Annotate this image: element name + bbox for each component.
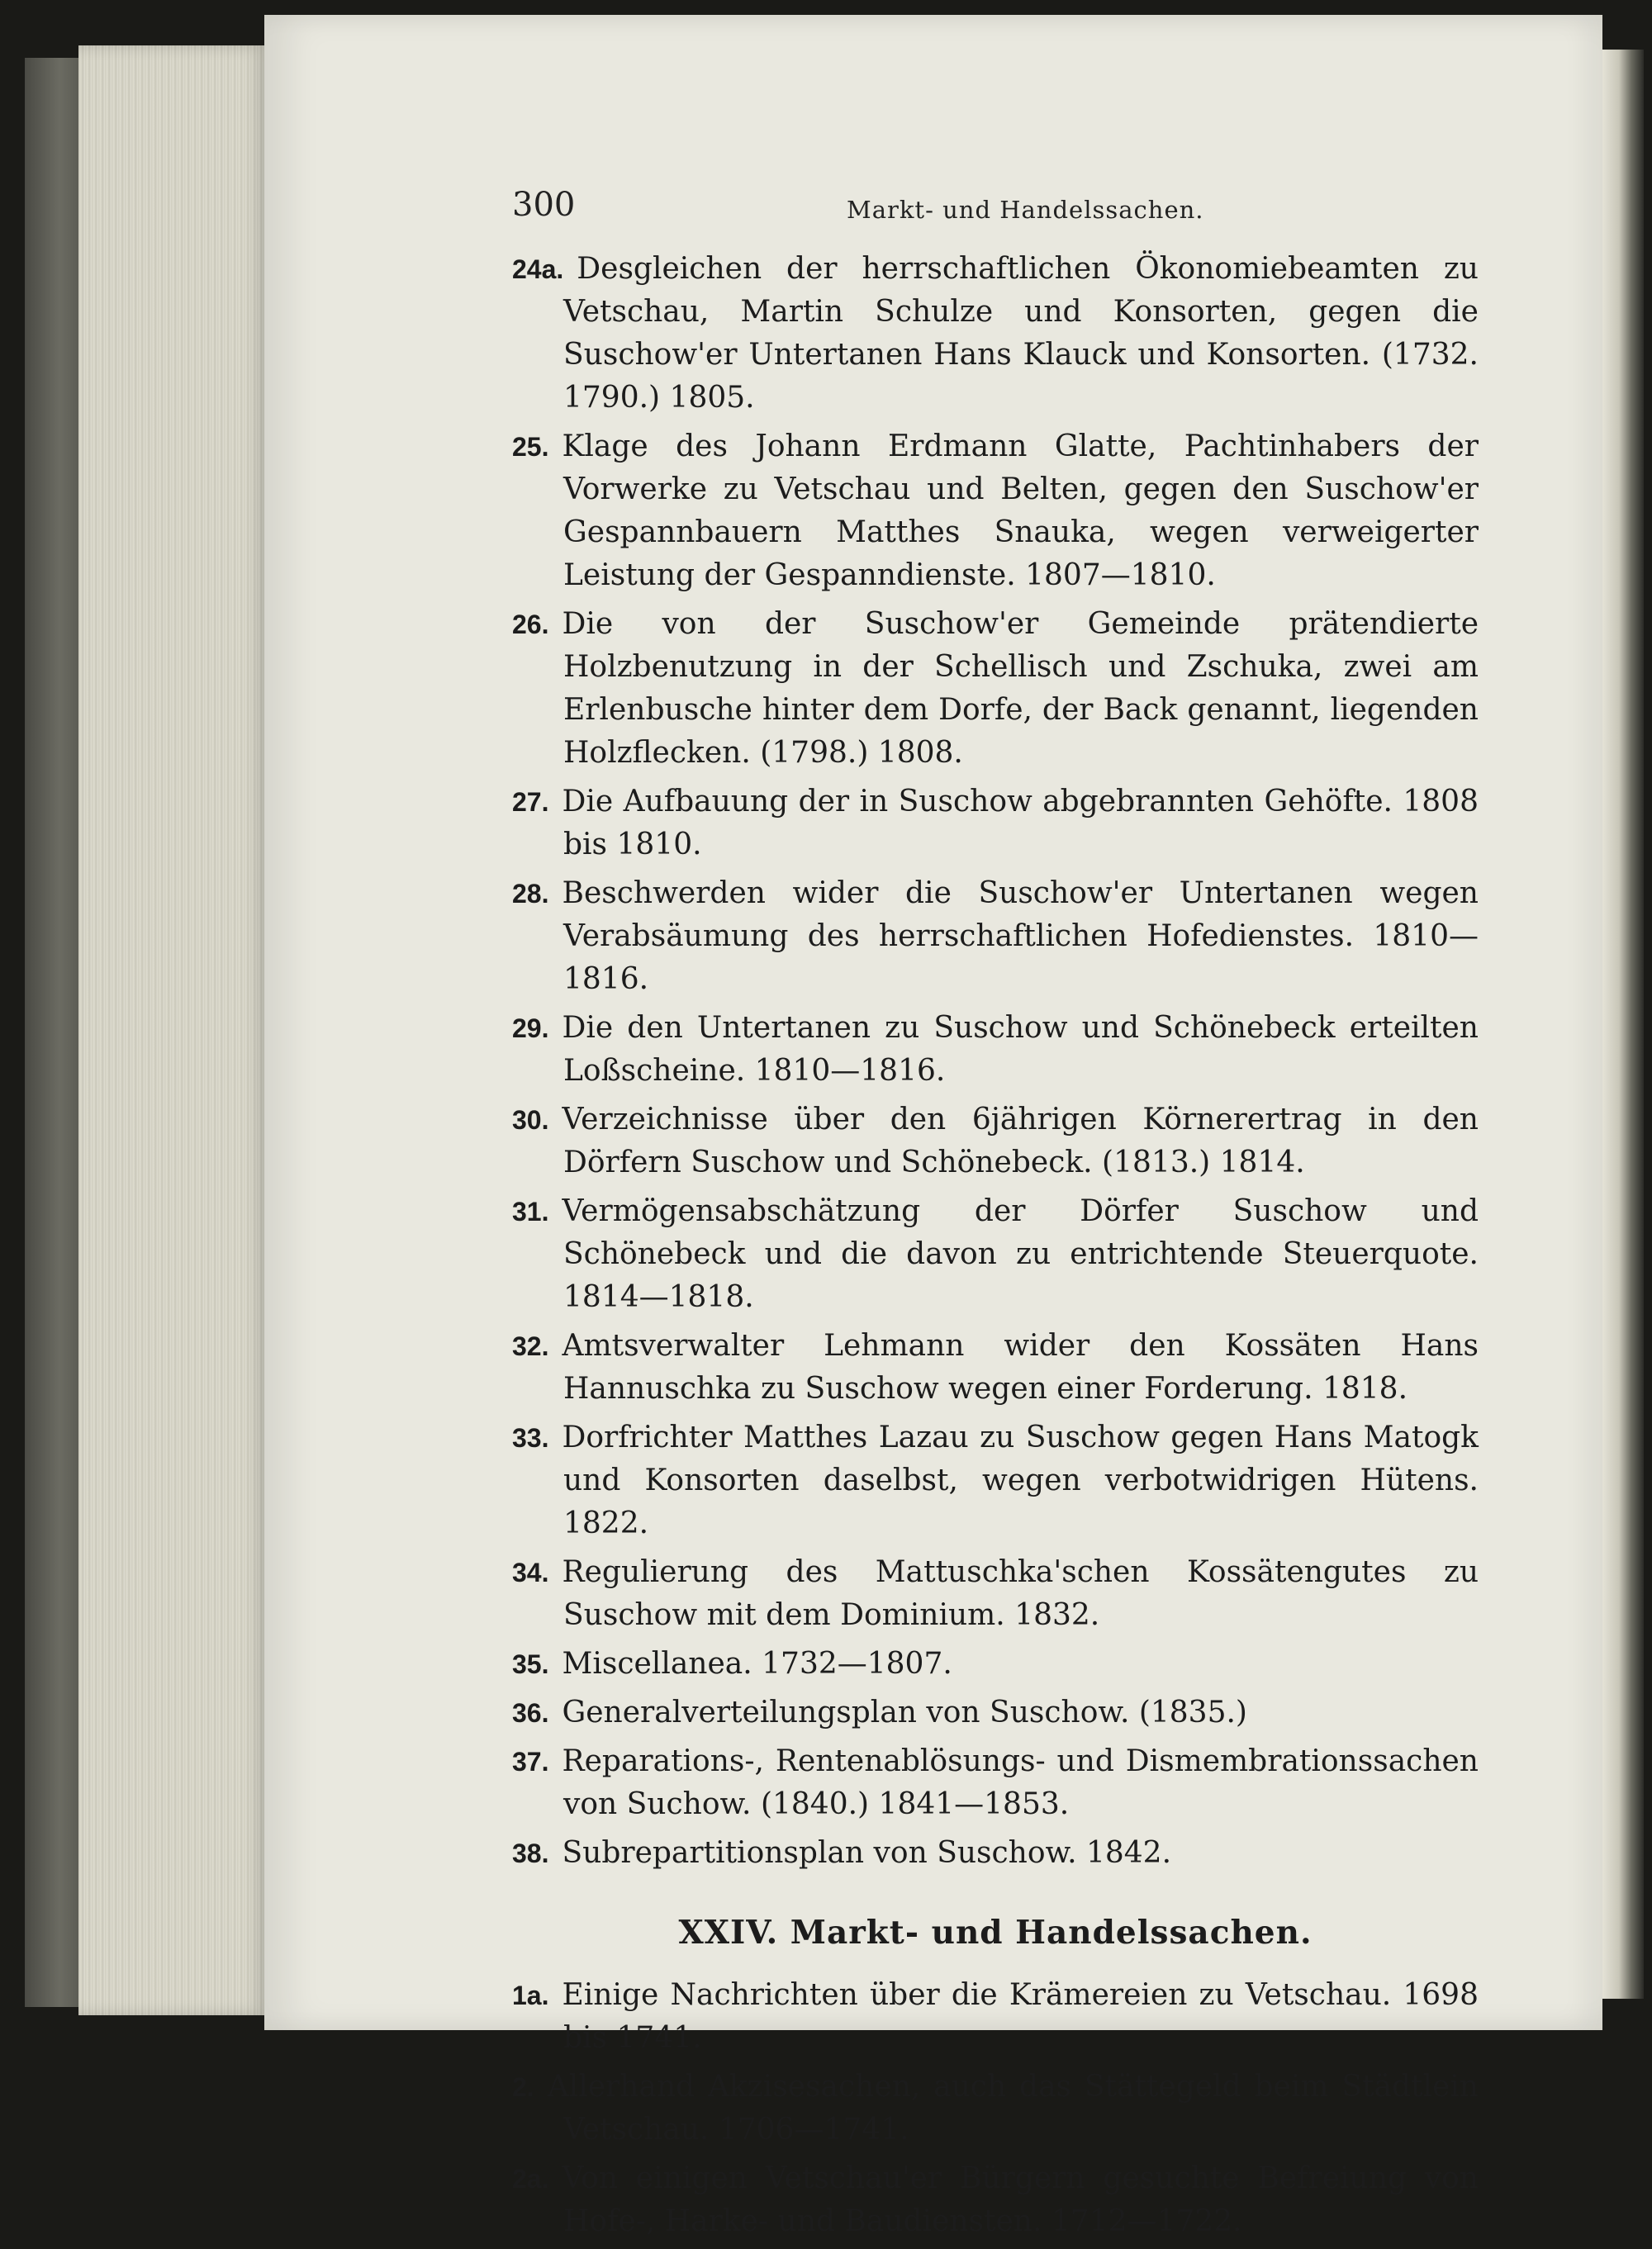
- entry-number: 27.: [512, 787, 549, 817]
- entry-number: 37.: [512, 1747, 549, 1777]
- entry-text: Reparations-, Rentenablösungs- und Dismembrationssachen von Suchow. (1840.) 1841—1853.: [562, 1744, 1479, 1821]
- entry-text: Beschwerden wider die Suschow'er Untertanen wegen Verabsäumung des herrschaftlichen Hofedienstes. 1810—1816.: [562, 876, 1479, 996]
- list-item: [512, 1691, 1479, 1734]
- entry-text: Regulierung des Mattuschka'schen Kossätengutes zu Suschow mit dem Dominium. 1832.: [562, 1555, 1479, 1632]
- list-item: [512, 1974, 1479, 2060]
- entry-text: Amtsverwalter Lehmann wider den Kossäten Hans Hannuschka zu Suschow wegen einer Forderung. 1818.: [562, 1329, 1479, 1406]
- list-item: [512, 1190, 1479, 1319]
- entry-number: 32.: [512, 1331, 549, 1361]
- entry-text: Vermögensabschätzung der Dörfer Suschow und Schönebeck und die davon zu entrichtende Steuerquote. 1814—1818.: [562, 1194, 1479, 1314]
- list-item: [512, 1740, 1479, 1826]
- list-item: [512, 248, 1479, 420]
- entry-number: 33.: [512, 1423, 549, 1453]
- entry-number: 1a.: [512, 1981, 549, 2010]
- entry-text: Klage des Johann Erdmann Glatte, Pachtinhabers der Vorwerke zu Vetschau und Belten, gegen den Suschow'er Gespannbauern Matthes Snauka, wegen verweigerter Leistung der Gespanndienste. 1807—1810.: [562, 429, 1479, 592]
- entry-number: 31.: [512, 1197, 549, 1227]
- list-item: [512, 1551, 1479, 1637]
- entry-text: Die den Untertanen zu Suschow und Schönebeck erteilten Loßscheine. 1810—1816.: [562, 1011, 1479, 1088]
- section-heading: XXIV. Markt- und Handelssachen.: [678, 1914, 1313, 1952]
- entry-list-before: [512, 248, 1479, 1875]
- entry-text: Die Aufbauung der in Suschow abgebrannten Gehöfte. 1808 bis 1810.: [562, 785, 1479, 861]
- list-item: [512, 425, 1479, 597]
- entry-number: 38.: [512, 1839, 549, 1868]
- entry-number: 30.: [512, 1105, 549, 1135]
- list-item: [512, 1007, 1479, 1093]
- entry-text: Von einigen Vetschau'er Bürgern gesuchte Befreiung von Hofe-, Harke- und Baudiensten. 1712—1722.: [562, 2161, 1479, 2238]
- list-item: [512, 1098, 1479, 1184]
- entry-text: Einige Nachrichten über die Krämereien zu Vetschau. 1698 bis 1741.: [562, 1978, 1479, 2055]
- entry-number: 36.: [512, 1698, 549, 1728]
- list-item: [512, 781, 1479, 866]
- entry-number: 35.: [512, 1649, 549, 1679]
- entry-number: 34.: [512, 1558, 549, 1587]
- entry-text: Generalverteilungsplan von Suschow. (1835.): [562, 1696, 1247, 1729]
- entry-number: 2.: [512, 2072, 534, 2102]
- list-item: [512, 603, 1479, 775]
- entry-number: 24a.: [512, 254, 564, 284]
- page-content: [512, 248, 1479, 2249]
- list-item: [512, 2066, 1479, 2152]
- entry-number: 29.: [512, 1013, 549, 1043]
- list-item: [512, 1832, 1479, 1875]
- list-item: [512, 1643, 1479, 1686]
- page-header: [512, 186, 1503, 235]
- entry-text: Subrepartitionsplan von Suschow. 1842.: [562, 1836, 1172, 1870]
- list-item: [512, 2157, 1479, 2243]
- entry-text: Allerhand Akzisesachen, auch das Stättegeld beim Städtlein Vetschau. 1706—1741.: [547, 2070, 1479, 2147]
- list-item: [512, 872, 1479, 1001]
- entry-number: 2a.: [512, 2164, 549, 2194]
- running-head: Markt- und Handelssachen.: [847, 196, 1204, 224]
- right-page-edge: [1602, 50, 1644, 1999]
- page-number: 300: [512, 186, 576, 224]
- entry-text: Dorfrichter Matthes Lazau zu Suschow gegen Hans Matogk und Konsorten daselbst, wegen verbotwidrigen Hütens. 1822.: [562, 1421, 1479, 1540]
- entry-text: Desgleichen der herrschaftlichen Ökonomiebeamten zu Vetschau, Martin Schulze und Konsorten, gegen die Suschow'er Untertanen Hans Klauck und Konsorten. (1732. 1790.) 1805.: [563, 252, 1479, 415]
- book-spine: [25, 58, 83, 2007]
- entry-number: 26.: [512, 610, 549, 639]
- entry-number: 25.: [512, 432, 549, 462]
- list-item: [512, 1325, 1479, 1411]
- page-edges: [78, 45, 268, 2015]
- entry-text: Verzeichnisse über den 6jährigen Körnerertrag in den Dörfern Suschow und Schönebeck. (1813.) 1814.: [562, 1103, 1479, 1179]
- entry-list-after: [512, 1974, 1479, 2243]
- entry-text: Die von der Suschow'er Gemeinde prätendierte Holzbenutzung in der Schellisch und Zschuka, zwei am Erlenbusche hinter dem Dorfe, der Back genannt, liegenden Holzflecken. (1798.) 1808.: [562, 607, 1479, 770]
- list-item: [512, 1416, 1479, 1545]
- entry-text: Miscellanea. 1732—1807.: [562, 1647, 952, 1681]
- entry-number: 28.: [512, 879, 549, 909]
